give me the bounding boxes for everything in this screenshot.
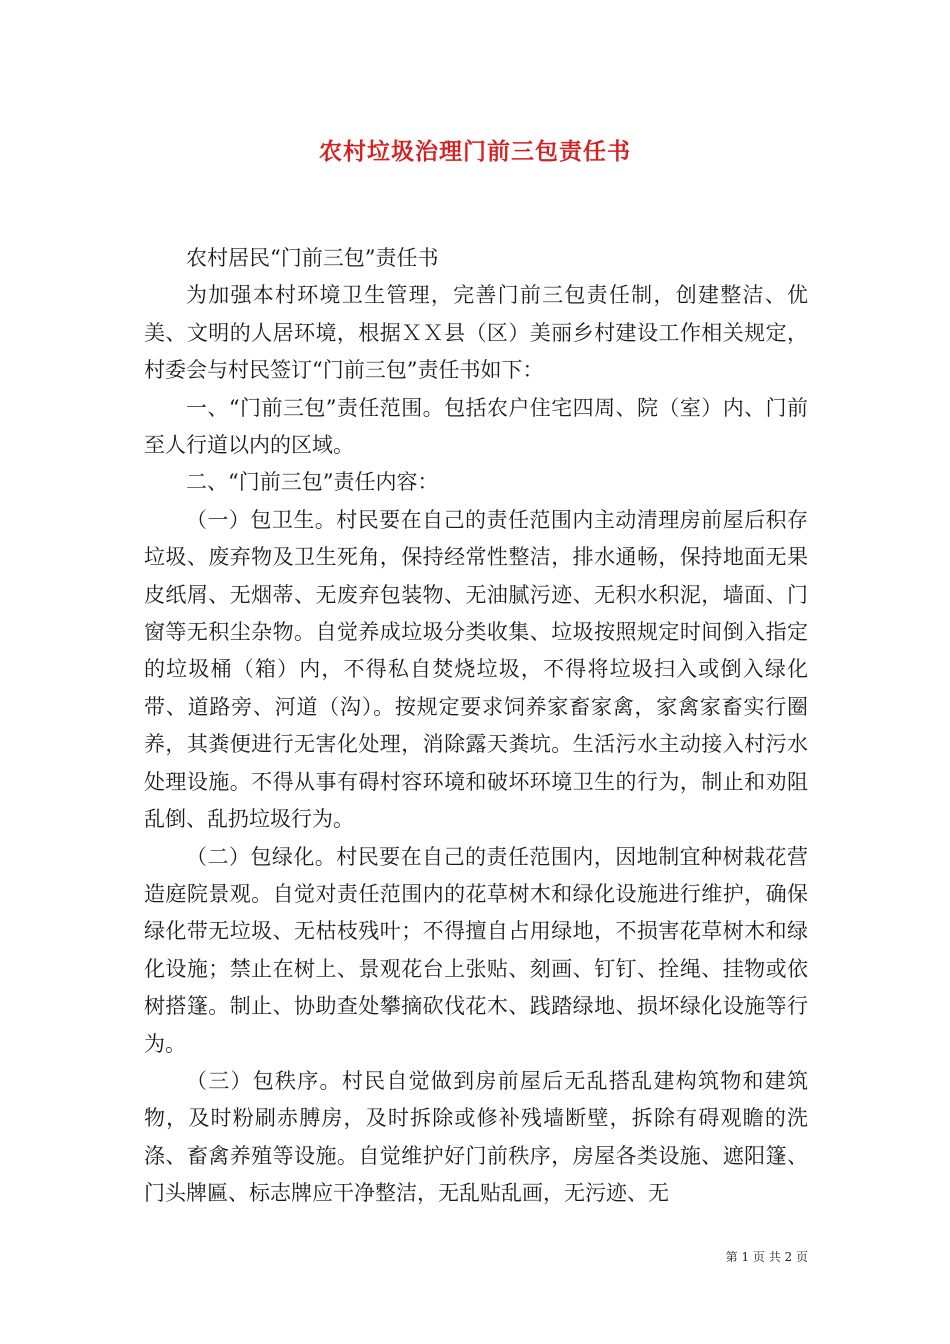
paragraph-intro: 为加强本村环境卫生管理，完善门前三包责任制，创建整洁、优美、文明的人居环境，根据ＸＸ县（区）美丽乡村建设工作相关规定，村委会与村民签订“门前三包”责任书如下： [144,283,808,383]
paragraph-scope: 一、“门前三包”责任范围。包括农户住宅四周、院（室）内、门前至人行道以内的区域。 [144,395,808,458]
paragraph-subtitle: 农村居民“门前三包”责任书 [186,246,439,270]
paragraph-order: （三）包秩序。村民自觉做到房前屋后无乱搭乱建构筑物和建筑物，及时粉刷赤膊房，及时拆除或修补残墙断壁，拆除有碍观瞻的洗涤、畜禽养殖等设施。自觉维护好门前秩序，房屋各类设施、遮阳篷、门头牌匾、标志牌应干净整洁，无乱贴乱画，无污迹、无 [144,1068,808,1206]
paragraph-content-heading: 二、“门前三包”责任内容： [186,470,439,495]
document-title: 农村垃圾治理门前三包责任书 [319,138,631,165]
document-body [144,240,808,1213]
page-number: 第 1 页 共 2 页 [725,1250,808,1264]
paragraph-sanitation: （一）包卫生。村民要在自己的责任范围内主动清理房前屋后积存垃圾、废弃物及卫生死角，保持经常性整洁，排水通畅，保持地面无果皮纸屑、无烟蒂、无废弃包装物、无油腻污迹、无积水积泥，墙面、门窗等无积尘杂物。自觉养成垃圾分类收集、垃圾按照规定时间倒入指定的垃圾桶（箱）内，不得私自焚烧垃圾，不得将垃圾扫入或倒入绿化带、道路旁、河道（沟）。按规定要求饲养家畜家禽，家禽家畜实行圈养，其粪便进行无害化处理，消除露天粪坑。生活污水主动接入村污水处理设施。不得从事有碍村容环境和破坏环境卫生的行为，制止和劝阻乱倒、乱扔垃圾行为。 [144,507,808,832]
paragraph-greening: （二）包绿化。村民要在自己的责任范围内，因地制宜种树栽花营造庭院景观。自觉对责任范围内的花草树木和绿化设施进行维护，确保绿化带无垃圾、无枯枝残叶；不得擅自占用绿地，不损害花草树木和绿化设施；禁止在树上、景观花台上张贴、刻画、钉钉、拴绳、挂物或依树搭篷。制止、协助查处攀摘砍伐花木、践踏绿地、损坏绿化设施等行为。 [144,844,808,1056]
